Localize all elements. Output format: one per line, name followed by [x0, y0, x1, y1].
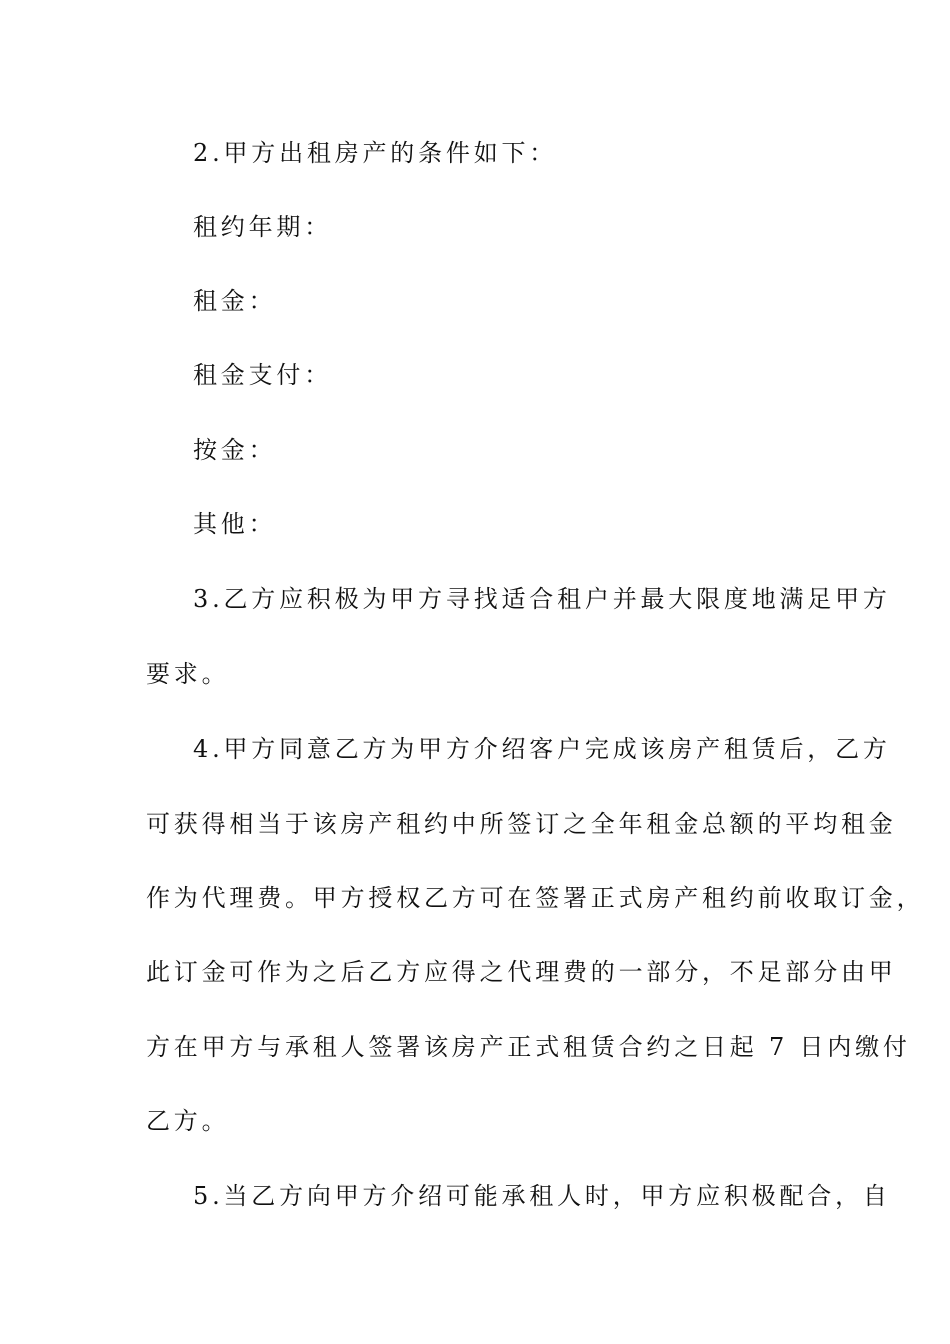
clause-4-line-4: 此订金可作为之后乙方应得之代理费的一部分，不足部分由甲 [146, 958, 897, 986]
clause-3-line-1: 3.乙方应积极为甲方寻找适合租户并最大限度地满足甲方 [193, 585, 891, 613]
clause-4-line-2: 可获得相当于该房产租约中所签订之全年租金总额的平均租金 [146, 810, 897, 838]
clause-4-line-6: 乙方。 [146, 1107, 230, 1135]
deposit-label: 按金： [193, 436, 277, 464]
clause-3-line-2: 要求。 [146, 660, 230, 688]
other-label: 其他： [193, 510, 277, 538]
clause-4-line-1: 4.甲方同意乙方为甲方介绍客户完成该房产租赁后，乙方 [193, 735, 891, 763]
rent-label: 租金： [193, 287, 277, 315]
rent-payment-label: 租金支付： [193, 361, 332, 389]
clause-4-line-3: 作为代理费。甲方授权乙方可在签署正式房产租约前收取订金， [146, 884, 925, 912]
clause-5-line-1: 5.当乙方向甲方介绍可能承租人时，甲方应积极配合，自 [193, 1182, 891, 1210]
clause-2-text: 2.甲方出租房产的条件如下： [193, 139, 558, 167]
lease-term-label: 租约年期： [193, 213, 332, 241]
clause-4-line-5: 方在甲方与承租人签署该房产正式租赁合约之日起 7 日内缴付 [146, 1033, 911, 1061]
